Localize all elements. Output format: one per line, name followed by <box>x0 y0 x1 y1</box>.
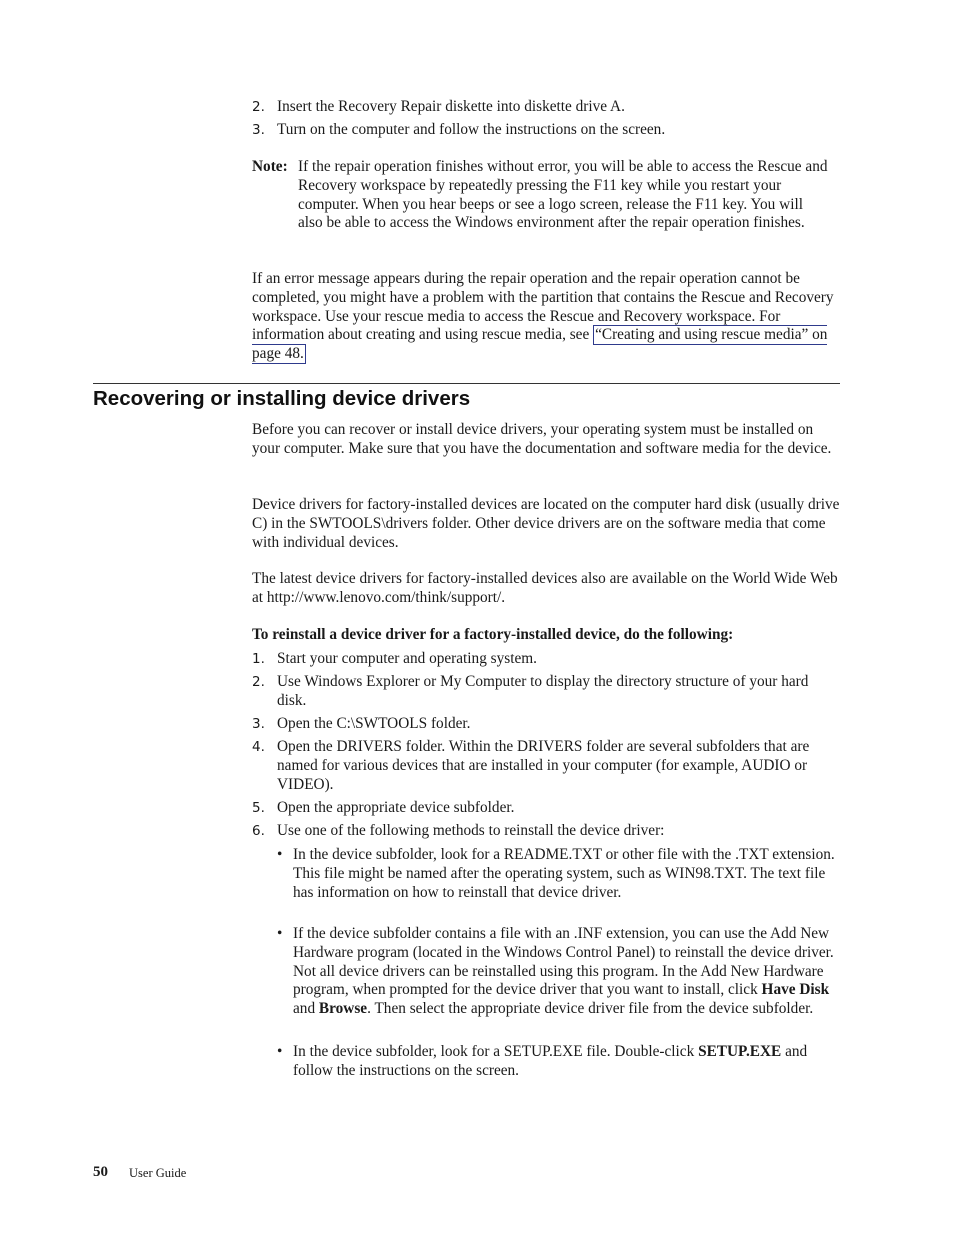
latest-drivers-paragraph: The latest device drivers for factory-installed devices also are available on the World Wide Web at http://www.lenovo.com/think/support/. <box>252 570 838 606</box>
note-text: If the repair operation finishes without error, you will be able to access the Rescue and Recovery workspace by repeatedly pressing the F11 key while you restart your computer. When you hear beeps or see a logo screen, release the F11 key. You will also be able to access the Windows environment after the repair operation finishes. <box>298 158 828 232</box>
bullet-marker: • <box>277 925 283 942</box>
error-paragraph-text: If an error message appears during the repair operation and the repair operation cannot be completed, you might have a problem with the partition that contains the Rescue and Recovery workspace. Use your rescue media to access the Rescue and Recovery workspace. For information about creating and using rescue media, see <box>252 270 834 344</box>
step-text: Open the DRIVERS folder. Within the DRIVERS folder are several subfolders that are named for various devices that are installed in your computer (for example, AUDIO or VIDEO). <box>277 738 810 793</box>
step-text: Open the C:\SWTOOLS folder. <box>277 715 471 732</box>
bullet-setup <box>293 1043 841 1081</box>
bullet-inf-end: . Then select the appropriate device driver file from the device subfolder. <box>367 1000 814 1018</box>
setup-exe-label: SETUP.EXE <box>698 1043 782 1060</box>
step-text: Use one of the following methods to reinstall the device driver: <box>277 822 665 839</box>
bullet-setup-end: and follow the instructions on the screen. <box>293 1043 808 1079</box>
section-heading: Recovering or installing device drivers <box>93 387 471 410</box>
page-number: 50 <box>93 1164 108 1180</box>
step-text: Use Windows Explorer or My Computer to display the directory structure of your hard disk. <box>277 673 809 709</box>
section-divider <box>93 383 840 384</box>
rescue-media-link[interactable]: “Creating and using rescue media” on page 48. <box>252 326 828 363</box>
drivers-location-paragraph: Device drivers for factory-installed devices are located on the computer hard disk (usually drive C) in the SWTOOLS\drivers folder. Other device drivers are on the software media that come with individual devices. <box>252 496 840 551</box>
error-paragraph <box>252 270 840 364</box>
step-number: 4. <box>252 739 265 755</box>
step-number: 2. <box>252 674 265 690</box>
bullet-readme: In the device subfolder, look for a README.TXT or other file with the .TXT extension. This file might be named after the operating system, such as WIN98.TXT. The text file has information on how to reinstall that device driver. <box>293 846 835 901</box>
footer-title: User Guide <box>129 1166 187 1180</box>
step-text: Open the appropriate device subfolder. <box>277 799 515 816</box>
have-disk-label: Have Disk <box>761 981 830 999</box>
step-number: 5. <box>252 800 265 816</box>
step-number: 6. <box>252 823 265 839</box>
step-text: Insert the Recovery Repair diskette into diskette drive A. <box>277 98 625 115</box>
browse-label: Browse <box>318 1000 368 1018</box>
procedure-title: To reinstall a device driver for a factory-installed device, do the following: <box>252 626 734 643</box>
bullet-inf <box>293 925 841 1019</box>
bullet-inf-and: and <box>293 1000 316 1018</box>
step-number: 3. <box>252 122 265 138</box>
step-number: 3. <box>252 716 265 732</box>
step-number: 2. <box>252 99 265 115</box>
step-number: 1. <box>252 651 265 667</box>
intro-paragraph: Before you can recover or install device drivers, your operating system must be installed on your computer. Make sure that you have the documentation and software media for the device. <box>252 421 832 457</box>
bullet-inf-text: If the device subfolder contains a file with an .INF extension, you can use the Add New Hardware program (located in the Windows Control Panel) to reinstall the device driver. Not all device drivers can be reinstalled using this program. In the Add New Hardware program, when prompted for the device driver that you want to install, click <box>293 925 834 999</box>
note-label: Note: <box>252 158 288 175</box>
step-text: Start your computer and operating system. <box>277 650 537 667</box>
bullet-setup-text: In the device subfolder, look for a SETUP.EXE file. Double-click <box>293 1043 695 1060</box>
step-text: Turn on the computer and follow the instructions on the screen. <box>277 121 666 138</box>
bullet-marker: • <box>277 846 283 863</box>
bullet-marker: • <box>277 1043 283 1060</box>
